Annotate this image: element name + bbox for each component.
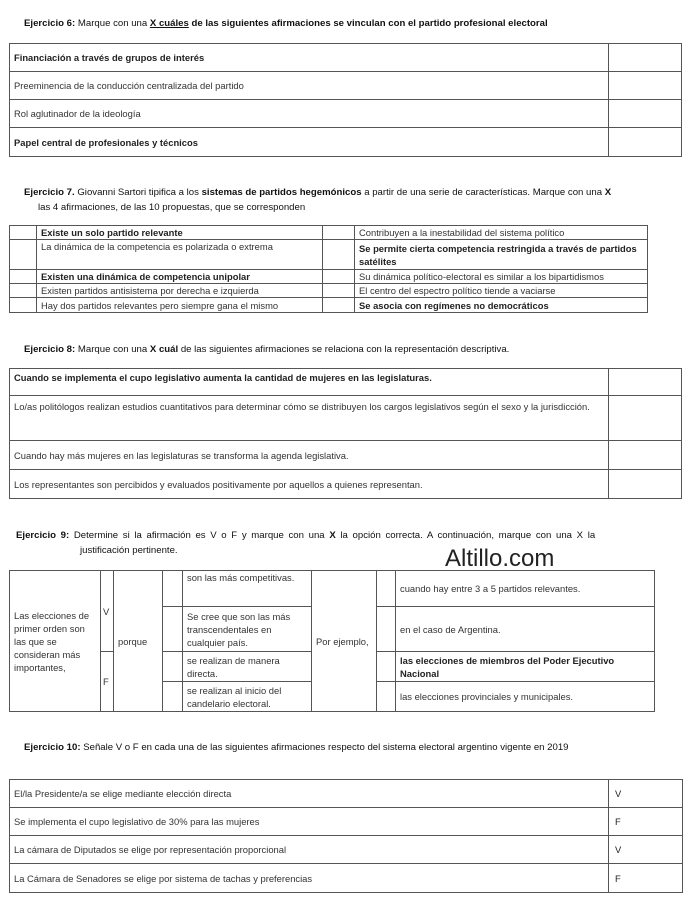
ex6-row-text: Financiación a través de grupos de interés: [10, 44, 609, 72]
ex7-right-item: Su dinámica político-electoral es similar a los bipartidismos: [355, 270, 648, 284]
ex9-example-mark[interactable]: [377, 607, 396, 652]
ex9-subtitle: justificación pertinente.: [80, 545, 178, 556]
ex7-left-item: La dinámica de la competencia es polarizada o extrema: [37, 240, 323, 270]
ex6-title: Ejercicio 6: Marque con una X cuáles de las siguientes afirmaciones se vinculan con el partido profesional electoral: [24, 18, 548, 29]
ex9-por-ejemplo: Por ejemplo,: [312, 571, 377, 712]
ex6-table: [9, 43, 682, 157]
ex7-left-item: Existen partidos antisistema por derecha e izquierda: [37, 284, 323, 298]
ex7-right-item: Se asocia con regímenes no democráticos: [355, 298, 648, 313]
ex7-right-item: Contribuyen a la inestabilidad del sistema político: [355, 226, 648, 240]
ex7-mark-cell[interactable]: [10, 284, 37, 298]
ex10-row-text: Se implementa el cupo legislativo de 30% para las mujeres: [10, 808, 609, 836]
ex8-answer-cell[interactable]: [609, 369, 682, 396]
ex9-reason: son las más competitivas.: [183, 571, 312, 607]
ex10-answer[interactable]: F: [609, 808, 683, 836]
ex9-example-mark[interactable]: [377, 571, 396, 607]
ex10-title: Ejercicio 10: Señale V o F en cada una de las siguientes afirmaciones respecto del sistema electoral argentino vigente en 2019: [24, 742, 569, 753]
ex7-right-item: Se permite cierta competencia restringida a través de partidos satélites: [355, 240, 648, 270]
ex9-f-option[interactable]: F: [101, 652, 114, 712]
ex10-answer[interactable]: F: [609, 864, 683, 893]
ex9-reason: Se cree que son las más transcendentales en cualquier país.: [183, 607, 312, 652]
ex10-answer[interactable]: V: [609, 836, 683, 864]
ex8-row-text: Los representantes son percibidos y evaluados positivamente por aquellos a quienes representan.: [10, 470, 609, 499]
ex9-stem: Las elecciones de primer orden son las que se consideran más importantes,: [10, 571, 101, 712]
ex10-answer[interactable]: V: [609, 780, 683, 808]
ex6-label: Ejercicio 6:: [24, 18, 76, 29]
ex7-mark-cell[interactable]: [323, 284, 355, 298]
ex9-title: Ejercicio 9: Determine si la afirmación es V o F y marque con una X la opción correcta. A continuación, marque con una X la: [16, 530, 596, 541]
ex7-mark-cell[interactable]: [323, 298, 355, 313]
ex6-row-text: Papel central de profesionales y técnicos: [10, 128, 609, 157]
ex8-row-text: Cuando hay más mujeres en las legislaturas se transforma la agenda legislativa.: [10, 441, 609, 470]
ex9-reason-mark[interactable]: [163, 607, 183, 652]
ex8-answer-cell[interactable]: [609, 470, 682, 499]
ex9-example: las elecciones de miembros del Poder Ejecutivo Nacional: [396, 652, 655, 682]
ex6-answer-cell[interactable]: [609, 128, 682, 157]
watermark: Altillo.com: [445, 545, 555, 572]
ex10-row-text: La Cámara de Senadores se elige por sistema de tachas y preferencias: [10, 864, 609, 893]
ex7-mark-cell[interactable]: [10, 270, 37, 284]
ex7-mark-cell[interactable]: [10, 240, 37, 270]
ex7-mark-cell[interactable]: [323, 270, 355, 284]
ex7-left-item: Hay dos partidos relevantes pero siempre gana el mismo: [37, 298, 323, 313]
ex6-answer-cell[interactable]: [609, 100, 682, 128]
ex9-reason-mark[interactable]: [163, 571, 183, 607]
ex9-porque: porque: [114, 571, 163, 712]
ex9-v-option[interactable]: V: [101, 571, 114, 652]
ex7-table: [9, 225, 648, 313]
ex7-mark-cell[interactable]: [10, 298, 37, 313]
ex10-table: [9, 779, 683, 893]
ex8-table: [9, 368, 682, 499]
ex9-example: las elecciones provinciales y municipales.: [396, 682, 655, 712]
ex7-left-item: Existen una dinámica de competencia unipolar: [37, 270, 323, 284]
ex7-mark-cell[interactable]: [10, 226, 37, 240]
ex9-reason-mark[interactable]: [163, 682, 183, 712]
ex9-example-mark[interactable]: [377, 652, 396, 682]
ex7-subtitle: las 4 afirmaciones, de las 10 propuestas, que se corresponden: [38, 202, 306, 213]
ex7-left-item: Existe un solo partido relevante: [37, 226, 323, 240]
ex7-mark-cell[interactable]: [323, 226, 355, 240]
ex7-mark-cell[interactable]: [323, 240, 355, 270]
ex9-example: en el caso de Argentina.: [396, 607, 655, 652]
ex6-answer-cell[interactable]: [609, 44, 682, 72]
ex8-row-text: Cuando se implementa el cupo legislativo aumenta la cantidad de mujeres en las legislaturas.: [10, 369, 609, 396]
ex8-answer-cell[interactable]: [609, 441, 682, 470]
ex9-example: cuando hay entre 3 a 5 partidos relevantes.: [396, 571, 655, 607]
ex9-reason-mark[interactable]: [163, 652, 183, 682]
ex6-row-text: Rol aglutinador de la ideología: [10, 100, 609, 128]
ex9-reason: se realizan de manera directa.: [183, 652, 312, 682]
ex9-example-mark[interactable]: [377, 682, 396, 712]
ex7-title: Ejercicio 7. Giovanni Sartori tipifica a los sistemas de partidos hegemónicos a partir de una serie de características. Marque con una X: [24, 187, 612, 198]
ex7-right-item: El centro del espectro político tiende a vaciarse: [355, 284, 648, 298]
ex8-row-text: Lo/as politólogos realizan estudios cuantitativos para determinar cómo se distribuyen los cargos legislativos según el sexo y la jurisdicción.: [10, 396, 609, 441]
ex10-row-text: La cámara de Diputados se elige por representación proporcional: [10, 836, 609, 864]
ex6-row-text: Preeminencia de la conducción centralizada del partido: [10, 72, 609, 100]
ex9-reason: se realizan al inicio del candelario electoral.: [183, 682, 312, 712]
ex8-title: Ejercicio 8: Marque con una X cuál de las siguientes afirmaciones se relaciona con la representación descriptiva.: [24, 344, 510, 355]
ex10-row-text: El/la Presidente/a se elige mediante elección directa: [10, 780, 609, 808]
ex6-answer-cell[interactable]: [609, 72, 682, 100]
ex8-answer-cell[interactable]: [609, 396, 682, 441]
ex9-table: [9, 570, 655, 712]
